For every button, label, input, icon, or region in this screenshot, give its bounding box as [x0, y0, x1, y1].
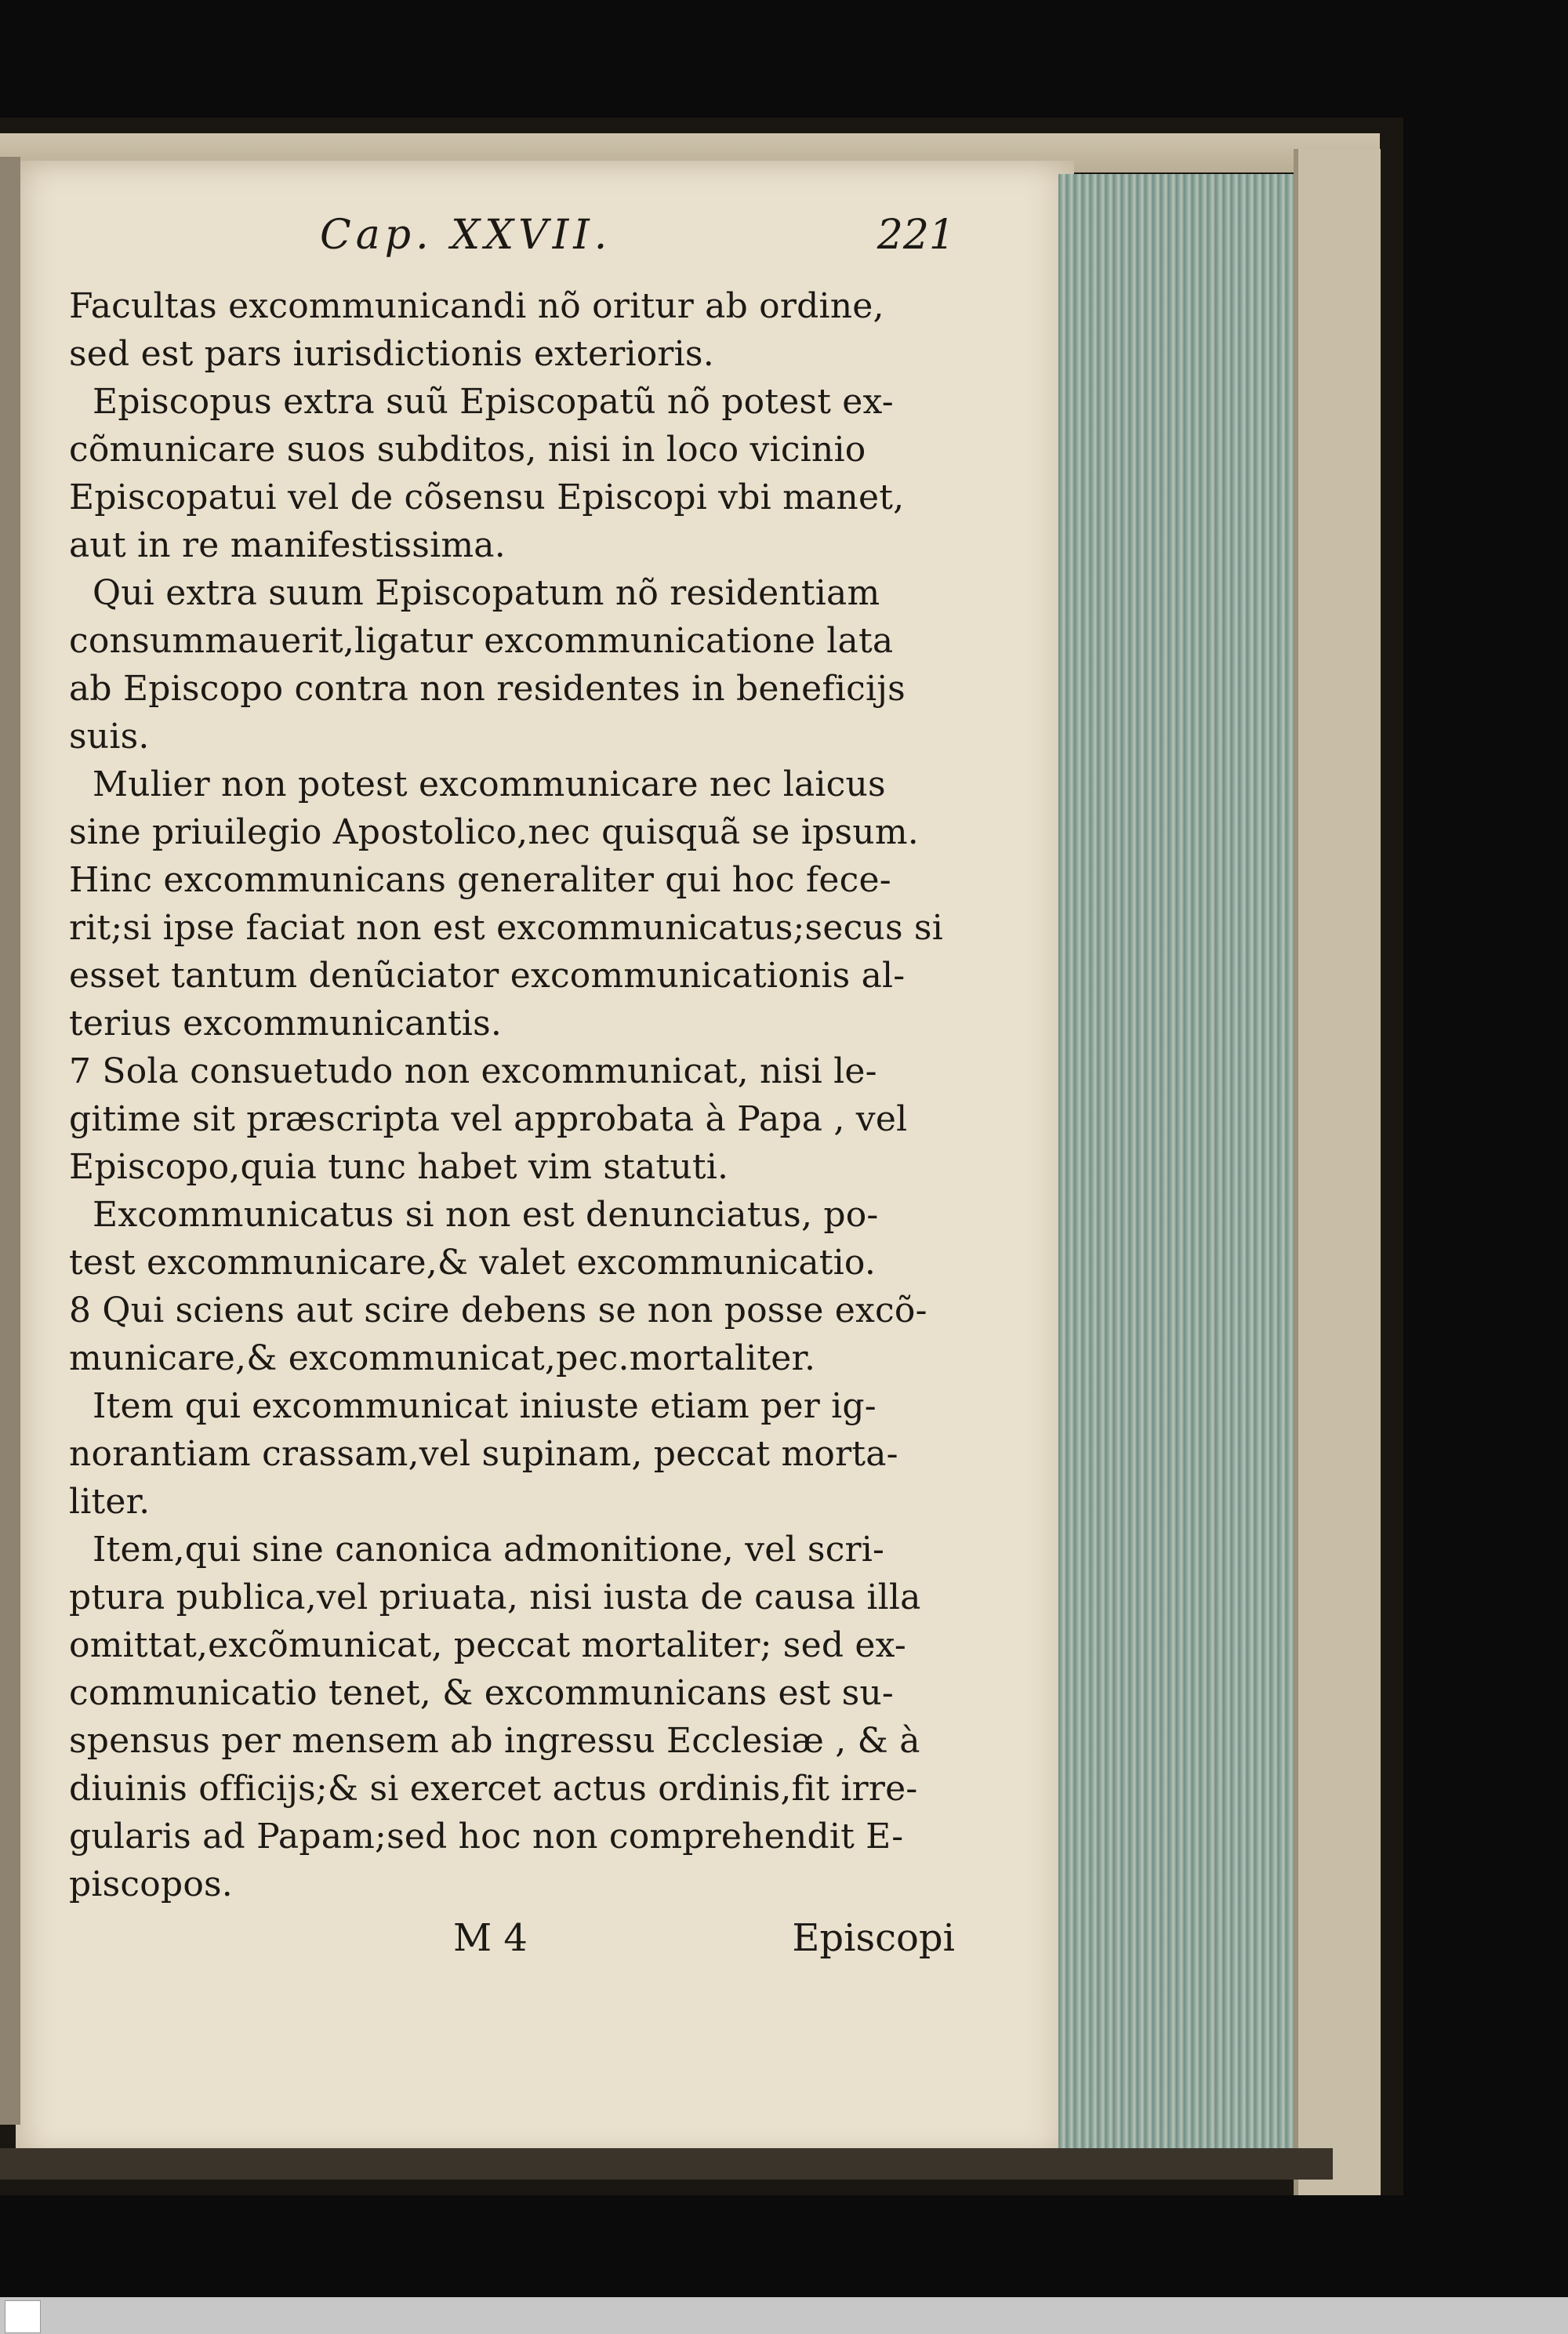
signature-mark: M 4: [453, 1916, 528, 1960]
text-line: Qui extra suum Episcopatum nõ residentiam: [93, 573, 880, 613]
page-footer: [69, 1916, 955, 1971]
viewer-footer-bar: [0, 2297, 1568, 2334]
text-line: Excommunicatus si non est denunciatus, po-: [93, 1195, 879, 1235]
page-number: 221: [877, 212, 955, 259]
text-line: omittat,excõmunicat, peccat mortaliter; sed ex-: [69, 1625, 906, 1665]
text-line: ab Episcopo contra non residentes in beneficijs: [69, 669, 906, 709]
text-line: Facultas excommunicandi nõ oritur ab ordine,: [69, 286, 884, 326]
text-line: Episcopatui vel de cõsensu Episcopi vbi manet,: [69, 477, 905, 517]
text-line: Item,qui sine canonica admonitione, vel scri-: [93, 1530, 885, 1570]
text-line: suis.: [69, 717, 150, 757]
library-logo: [5, 2300, 41, 2333]
page-header: [69, 212, 955, 282]
text-line: Item qui excommunicat iniuste etiam per ig-: [93, 1386, 877, 1426]
text-line: Mulier non potest excommunicare nec laicus: [93, 764, 886, 804]
book-spine: [0, 157, 20, 2125]
text-block: [69, 212, 955, 1971]
book-bottom-edge: [0, 2148, 1333, 2180]
text-line: communicatio tenet, & excommunicans est su-: [69, 1673, 894, 1713]
text-line: liter.: [69, 1482, 151, 1522]
text-line: aut in re manifestissima.: [69, 525, 506, 565]
text-line: gitime sit præscripta vel approbata à Papa , vel: [69, 1099, 908, 1139]
cover-board: [1294, 149, 1381, 2195]
text-line: ptura publica,vel priuata, nisi iusta de causa illa: [69, 1577, 921, 1617]
text-line: Hinc excommunicans generaliter qui hoc fece-: [69, 860, 891, 900]
text-line: norantiam crassam,vel supinam, peccat morta-: [69, 1434, 898, 1474]
catchword: Episcopi: [792, 1916, 955, 1960]
text-line: gularis ad Papam;sed hoc non comprehendit E-: [69, 1817, 904, 1857]
text-line: 7 Sola consuetudo non excommunicat, nisi le-: [69, 1051, 877, 1091]
text-line: Episcopo,quia tunc habet vim statuti.: [69, 1147, 729, 1187]
text-line: sed est pars iurisdictionis exterioris.: [69, 334, 714, 374]
text-line: Episcopus extra suũ Episcopatũ nõ potest ex-: [93, 382, 894, 422]
text-line: esset tantum denũciator excommunicationis al-: [69, 956, 906, 996]
text-line: sine priuilegio Apostolico,nec quisquã se ipsum.: [69, 812, 919, 852]
text-line: spensus per mensem ab ingressu Ecclesiæ , & à: [69, 1721, 920, 1761]
text-line: diuinis officijs;& si exercet actus ordinis,fit irre-: [69, 1769, 918, 1809]
text-line: rit;si ipse faciat non est excommunicatus;secus si: [69, 908, 943, 948]
text-line: consummauerit,ligatur excommunicatione lata: [69, 621, 894, 661]
text-line: 8 Qui sciens aut scire debens se non posse excõ-: [69, 1290, 927, 1330]
text-line: piscopos.: [69, 1864, 233, 1904]
page-fore-edge: [1058, 174, 1294, 2158]
text-line: municare,& excommunicat,pec.mortaliter.: [69, 1338, 816, 1378]
text-line: test excommunicare,& valet excommunicatio.: [69, 1243, 877, 1283]
text-line: terius excommunicantis.: [69, 1004, 503, 1044]
text-line: cõmunicare suos subditos, nisi in loco vicinio: [69, 430, 866, 470]
running-title: Cap. XXVII.: [320, 212, 612, 259]
